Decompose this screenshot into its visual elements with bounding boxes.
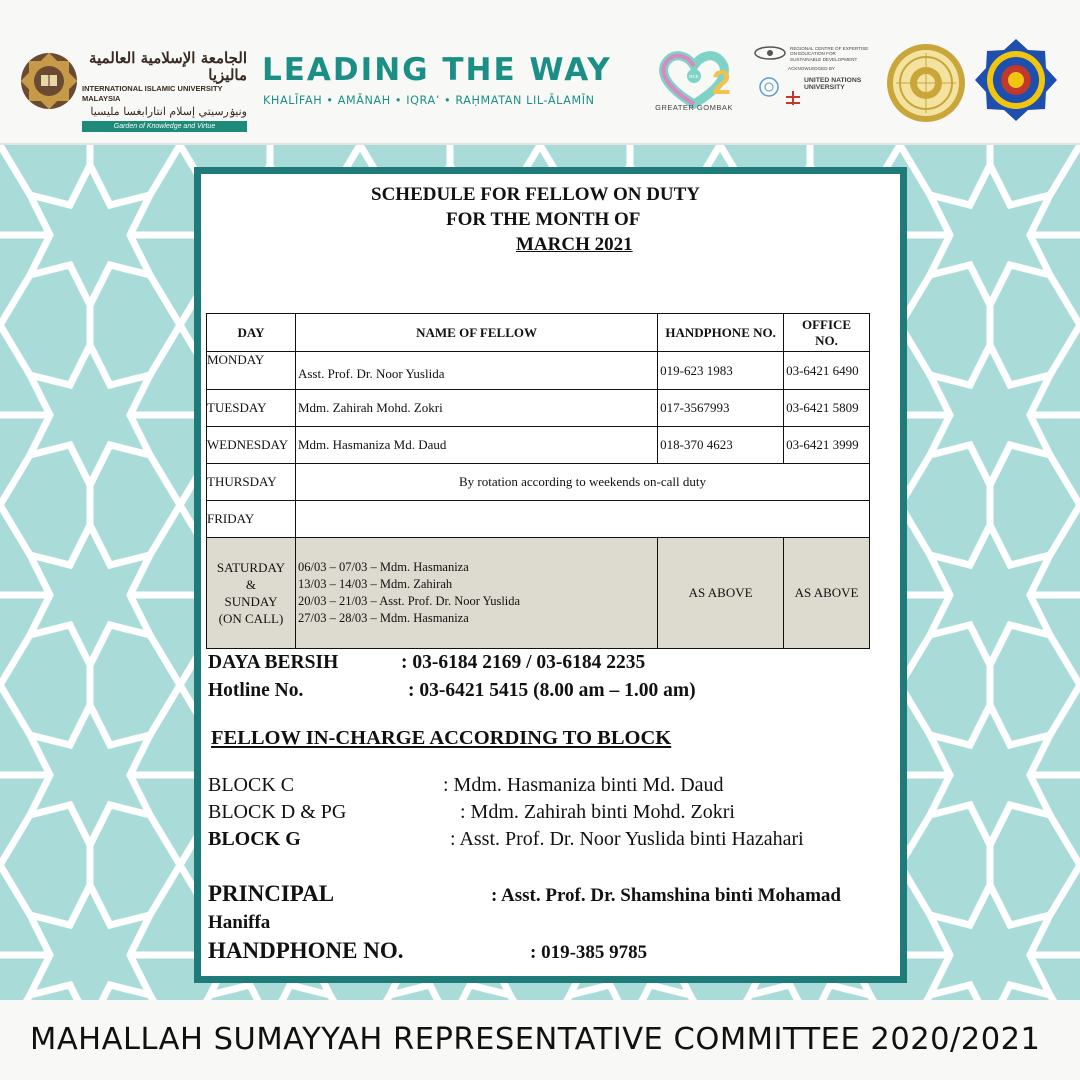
footer-bar (0, 1000, 1080, 1080)
iium-emblem-icon (18, 48, 80, 114)
rce-text-line1: REGIONAL CENTRE OF EXPERTISE (790, 46, 869, 51)
iium-arabic-name: الجامعة الإسلامية العالمية ماليزيا (89, 49, 247, 84)
principal-name: : Asst. Prof. Dr. Shamshina binti Mohamad (491, 885, 841, 906)
weekend-day-line2: & (245, 577, 257, 592)
iium-jawi-name: ونيۏرسيتي إسلام انتارابغسا مليسيا (90, 105, 247, 118)
column-header-name: NAME OF FELLOW (295, 314, 657, 352)
office-cell: 03-6421 3999 (784, 427, 870, 464)
document-title-line2: FOR THE MONTH OF (446, 209, 641, 230)
daya-bersih-label: DAYA BERSIH (208, 652, 339, 673)
weekend-handphone-cell: AS ABOVE (658, 538, 784, 649)
principal-name-cont: Haniffa (208, 912, 271, 933)
day-cell: FRIDAY (207, 501, 296, 538)
day-cell: MONDAY (207, 352, 296, 390)
iium-english-name: INTERNATIONAL ISLAMIC UNIVERSITY MALAYSIA (82, 84, 223, 103)
rce-unu-logo (754, 46, 874, 92)
principal-phone-value: : 019-385 9785 (530, 942, 648, 963)
principal-label: PRINCIPAL (208, 881, 335, 906)
column-header-office-line2: NO. (815, 332, 838, 348)
day-cell: THURSDAY (207, 464, 296, 501)
roster-entry: 13/03 – 14/03 – Mdm. Zahirah (297, 577, 453, 591)
gombak-number: 2 (712, 64, 731, 102)
rce-text-line2: ON EDUCATION FOR (790, 51, 836, 57)
principal-phone-label: HANDPHONE NO. (208, 938, 404, 963)
un-emblem-icon (758, 76, 780, 98)
table-row (207, 390, 870, 427)
table-row (207, 464, 870, 501)
greater-gombak-caption: GREATER GOMBAK (655, 103, 733, 112)
column-header-handphone: HANDPHONE NO. (658, 314, 784, 352)
unu-mark-icon (784, 90, 802, 106)
table-row (207, 427, 870, 464)
block-fellow: : Asst. Prof. Dr. Noor Yuslida binti Hazahari (450, 828, 804, 850)
block-section-heading: FELLOW IN-CHARGE ACCORDING TO BLOCK (211, 727, 672, 749)
fellow-name-cell: Asst. Prof. Dr. Noor Yuslida (295, 352, 657, 390)
document-title-month: MARCH 2021 (516, 234, 633, 255)
weekend-row (207, 538, 870, 649)
handphone-cell: 017-3567993 (658, 390, 784, 427)
acknowledged-by-text: ACKNOWLEDGED BY (788, 65, 835, 71)
column-header-office (784, 314, 870, 352)
block-fellow: : Mdm. Zahirah binti Mohd. Zokri (460, 801, 735, 823)
handphone-cell: 018-370 4623 (658, 427, 784, 464)
handphone-cell: 019-623 1983 (658, 352, 784, 390)
leading-the-way-title: LEADING THE WAY (262, 52, 612, 88)
committee-footer-title: MAHALLAH SUMAYYAH REPRESENTATIVE COMMITTEE 2020/2021 (30, 1022, 1041, 1057)
hotline-label: Hotline No. (208, 680, 304, 701)
roster-entry: 20/03 – 21/03 – Asst. Prof. Dr. Noor Yuslida (297, 594, 521, 608)
daya-bersih-value: : 03-6184 2169 / 03-6184 2235 (401, 652, 646, 673)
hotline-value: : 03-6421 5415 (8.00 am – 1.00 am) (408, 680, 696, 701)
day-cell: WEDNESDAY (207, 427, 296, 464)
office-cell: 03-6421 5809 (784, 390, 870, 427)
table-row (207, 352, 870, 390)
rce-eye-icon (754, 46, 786, 60)
block-label: BLOCK G (208, 828, 301, 850)
weekend-roster-cell (295, 538, 657, 649)
roster-entry: 27/03 – 28/03 – Mdm. Hasmaniza (297, 611, 469, 625)
weekend-day-cell (207, 538, 296, 649)
rotation-note-cell: By rotation according to weekends on-call duty (295, 464, 869, 501)
leading-the-way-subtitle: KHALĪFAH • AMĀNAH • IQRA’ • RAḤMATAN LIL-ĀLAMĪN (263, 94, 595, 107)
document-title-line1: SCHEDULE FOR FELLOW ON DUTY (371, 184, 701, 205)
column-header-day: DAY (207, 314, 296, 352)
day-cell: TUESDAY (207, 390, 296, 427)
table-header-row (207, 314, 870, 352)
duty-schedule-table (206, 313, 870, 649)
table-row (207, 501, 870, 538)
weekend-day-line4: (ON CALL) (218, 611, 284, 626)
blue-seal-icon (974, 38, 1058, 122)
weekend-day-line1: SATURDAY (216, 560, 286, 575)
column-header-office-line1: OFFICE (801, 316, 852, 332)
rce-text-line3: SUSTAINABLE DEVELOPMENT (790, 56, 858, 62)
gombak-badge: RCE (689, 74, 699, 79)
duty-schedule-document (194, 167, 907, 983)
fellow-name-cell: Mdm. Hasmaniza Md. Daud (295, 427, 657, 464)
roster-entry: 06/03 – 07/03 – Mdm. Hasmaniza (297, 560, 469, 574)
iium-tagline: Garden of Knowledge and Virtue (82, 121, 247, 132)
weekend-office-cell: AS ABOVE (784, 538, 870, 649)
weekend-day-line3: SUNDAY (224, 594, 278, 609)
fellow-name-cell: Mdm. Zahirah Mohd. Zokri (295, 390, 657, 427)
office-cell: 03-6421 6490 (784, 352, 870, 390)
block-label: BLOCK C (208, 774, 295, 796)
block-label: BLOCK D & PG (208, 801, 347, 823)
iium-wordmark (82, 50, 247, 132)
header-bar (0, 0, 1080, 143)
unu-text: UNITED NATIONS UNIVERSITY (804, 76, 862, 92)
gold-seal-icon (885, 42, 967, 124)
empty-cell (295, 501, 869, 538)
block-fellow: : Mdm. Hasmaniza binti Md. Daud (443, 774, 724, 796)
